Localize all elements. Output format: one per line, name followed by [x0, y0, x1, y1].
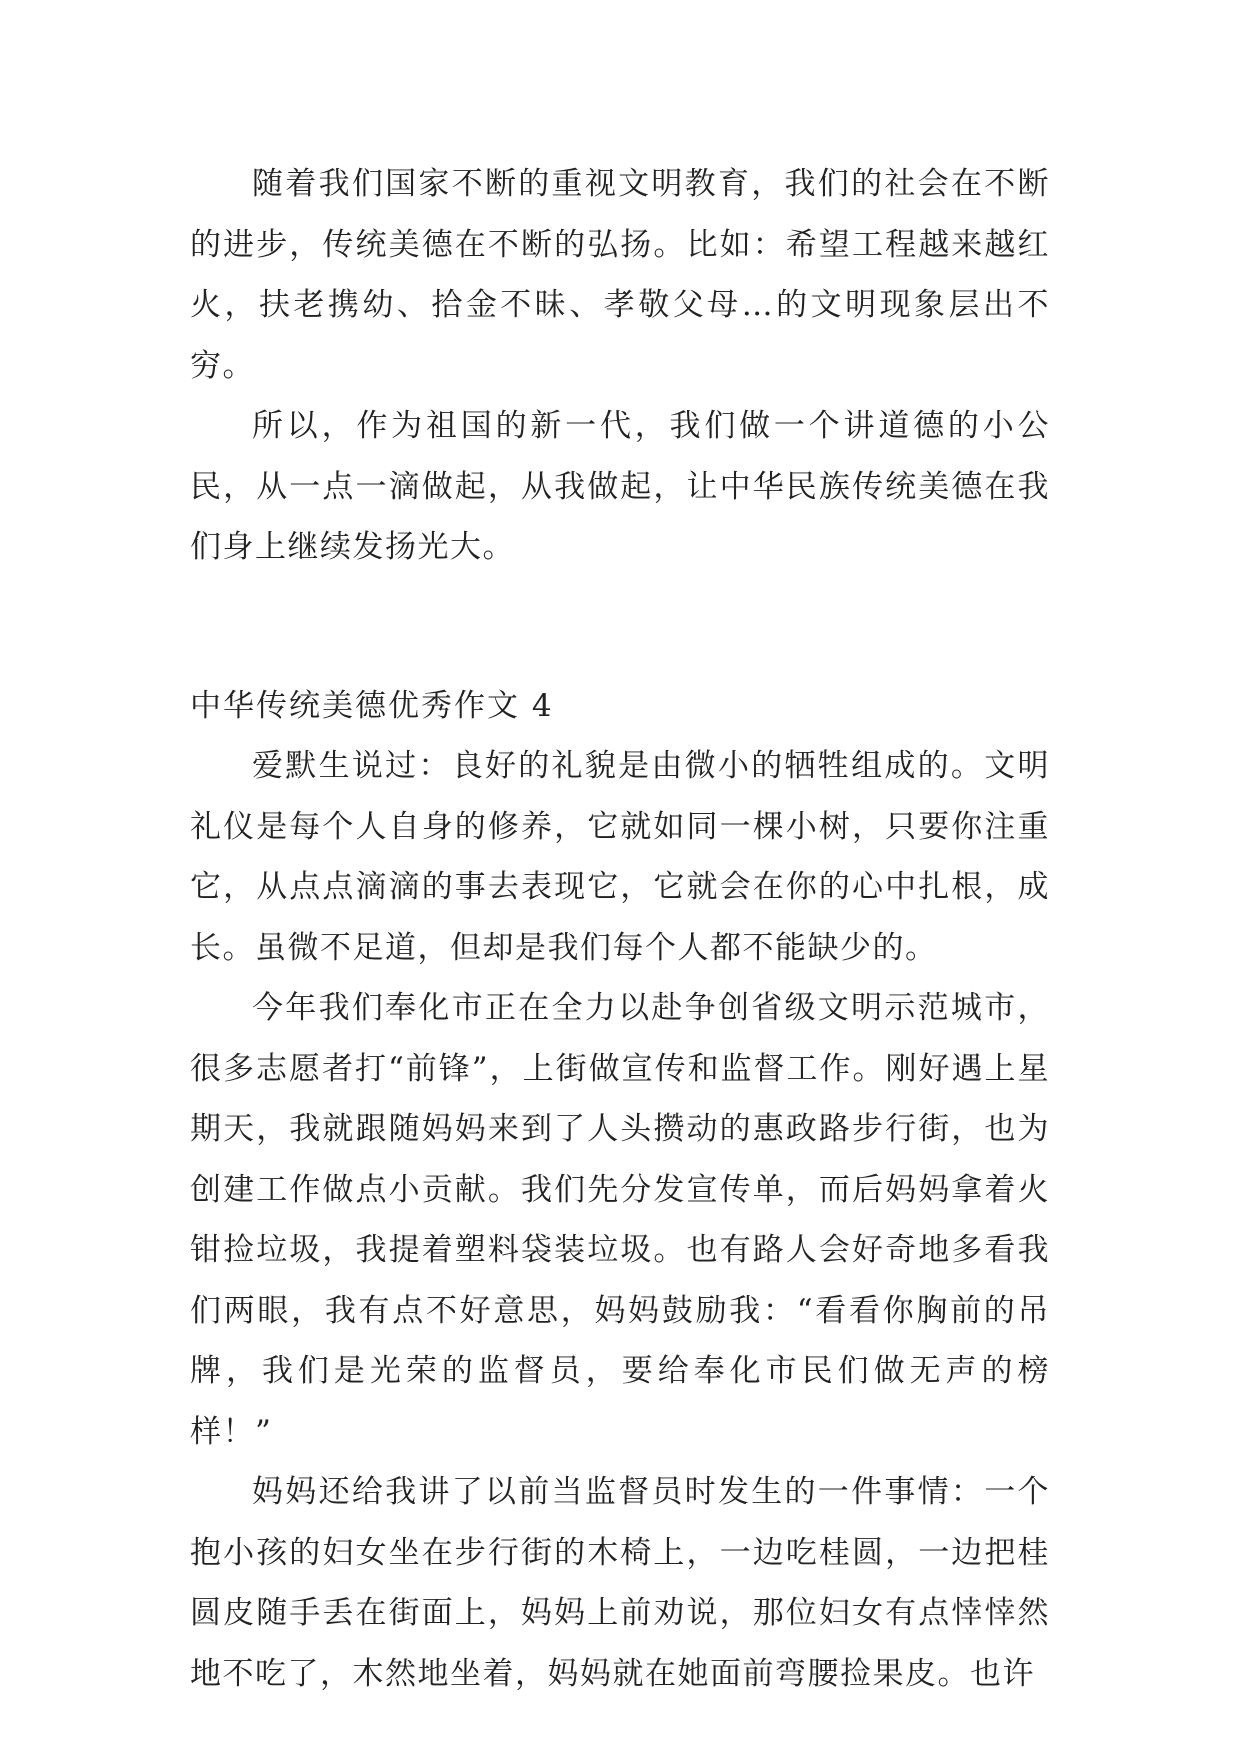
paragraph-mother-story: 妈妈还给我讲了以前当监督员时发生的一件事情：一个抱小孩的妇女坐在步行街的木椅上，一边吃桂圆，一边把桂圆皮随手丢在街面上，妈妈上前劝说，那位妇女有点悻悻然地不吃了，木然地坐着，妈妈就在她面前弯腰捡果皮。也许	[190, 1474, 1050, 1692]
essay-heading: 中华传统美德优秀作文 4	[190, 687, 554, 724]
paragraph-new-generation: 所以，作为祖国的新一代，我们做一个讲道德的小公民，从一点一滴做起，从我做起，让中华民族传统美德在我们身上继续发扬光大。	[190, 408, 1050, 565]
document-body	[190, 154, 1050, 1704]
paragraph-civilization-progress: 随着我们国家不断的重视文明教育，我们的社会在不断的进步，传统美德在不断的弘扬。比如：希望工程越来越红火，扶老携幼、拾金不昧、孝敬父母…的文明现象层出不穷。	[190, 166, 1050, 384]
paragraph-emerson-quote: 爱默生说过：良好的礼貌是由微小的牺牲组成的。文明礼仪是每个人自身的修养，它就如同一棵小树，只要你注重它，从点点滴滴的事去表现它，它就会在你的心中扎根，成长。虽微不足道，但却是我们每个人都不能缺少的。	[190, 748, 1050, 966]
paragraph-volunteer-work: 今年我们奉化市正在全力以赴争创省级文明示范城市，很多志愿者打“前锋”，上街做宣传和监督工作。刚好遇上星期天，我就跟随妈妈来到了人头攒动的惠政路步行街，也为创建工作做点小贡献。我们先分发宣传单，而后妈妈拿着火钳捡垃圾，我提着塑料袋装垃圾。也有路人会好奇地多看我们两眼，我有点不好意思，妈妈鼓励我：“看看你胸前的吊牌，我们是光荣的监督员，要给奉化市民们做无声的榜样！”	[190, 990, 1050, 1450]
